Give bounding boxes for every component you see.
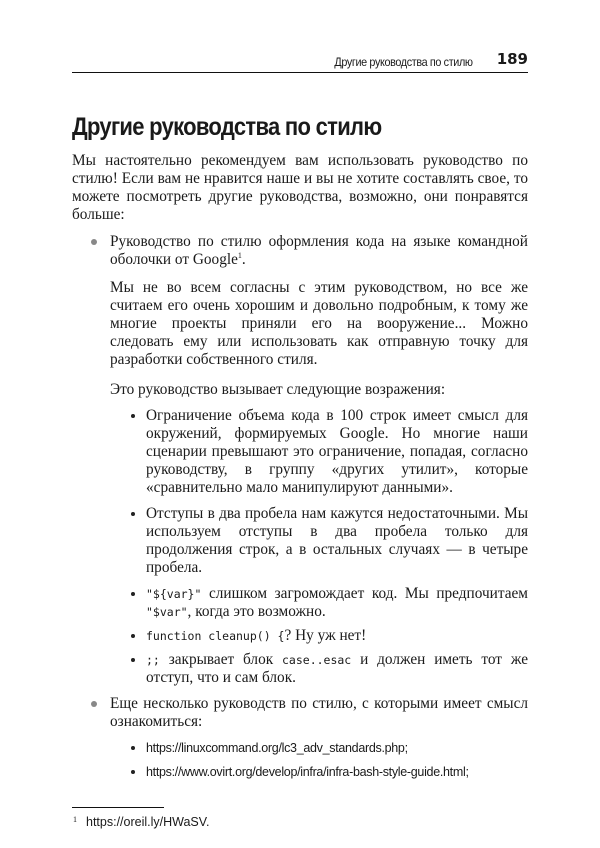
link-ovirt[interactable]: https://www.ovirt.org/develop/infra/infra-bash-style-guide.html; <box>146 765 469 779</box>
bullet-icon <box>91 701 97 707</box>
section-title: Другие руководства по стилю <box>72 113 382 141</box>
bullet-icon <box>131 512 135 516</box>
bullet-icon <box>91 239 97 245</box>
bullet-google-guide: Руководство по стилю оформления кода на языке командной оболочки от Google$^1$. <box>110 233 528 268</box>
objection-text: Отступы в два пробела нам кажутся недостаточными. Мы используем отступы в два пробела только для продолжения строк, а в остальных случаях — в четыре пробела. <box>146 505 528 576</box>
bullet-icon <box>131 634 135 638</box>
objection-item <box>146 651 528 687</box>
bullet-google-guide-item <box>110 233 528 269</box>
footnote-number: 1 <box>73 815 77 824</box>
link-item <box>146 739 528 757</box>
bullet-icon <box>131 414 135 418</box>
footnote-link[interactable]: https://oreil.ly/HWaSV. <box>86 815 210 829</box>
objection-text: "${var}" слишком загромождает код. Мы предпочитаем "$var", когда это возможно. <box>146 585 528 620</box>
intro-paragraph: Мы настоятельно рекомендуем вам использовать руководство по стилю! Если вам не нравится наше и вы не хотите составлять свое, то можете посмотреть другие руководства, возможно, они понравятся больше: <box>72 152 528 223</box>
objection-item <box>146 585 528 621</box>
google-guide-comment-block <box>110 279 528 369</box>
running-header <box>72 50 528 73</box>
footnote-ref[interactable]: 1 <box>237 250 242 260</box>
footnote <box>72 807 528 831</box>
page-content <box>72 112 528 831</box>
objection-item <box>146 627 528 645</box>
google-guide-comment: Мы не во всем согласны с этим руководством, но все же считаем его очень хорошим и довольно подробным, к тому же многие проекты приняли его на вооружение... Можно следовать ему или использовать как отправную точку для разработки собственного стиля. <box>110 279 528 368</box>
objection-item <box>146 505 528 577</box>
objections-intro-block <box>110 381 528 399</box>
link-linuxcommand[interactable]: https://linuxcommand.org/lc3_adv_standards.php; <box>146 741 408 755</box>
objection-text: ;; закрывает блок case..esac и должен иметь тот же отступ, что и сам блок. <box>146 651 528 686</box>
bullet-icon <box>131 658 135 662</box>
link-item <box>146 763 528 781</box>
bullet-icon <box>131 746 135 750</box>
objection-item <box>146 407 528 497</box>
footnote-divider <box>72 807 164 808</box>
objections-intro: Это руководство вызывает следующие возражения: <box>110 381 446 398</box>
bullet-icon <box>131 592 135 596</box>
bullet-icon <box>131 770 135 774</box>
objection-text: function cleanup() {? Ну уж нет! <box>146 627 367 644</box>
bullet-more-guides-item <box>110 695 528 731</box>
objection-text: Ограничение объема кода в 100 строк имеет смысл для окружений, формируемых Google. Но многие наши сценарии превышают это ограничение, попадая, согласно руководству, в группу «других утилит», которые «сравнительно мало манипулируют данными». <box>146 407 528 496</box>
running-title: Другие руководства по стилю <box>334 55 473 69</box>
bullet-more-guides: Еще несколько руководств по стилю, с которыми имеет смысл ознакомиться: <box>110 695 528 730</box>
page-number: 189 <box>496 50 528 68</box>
